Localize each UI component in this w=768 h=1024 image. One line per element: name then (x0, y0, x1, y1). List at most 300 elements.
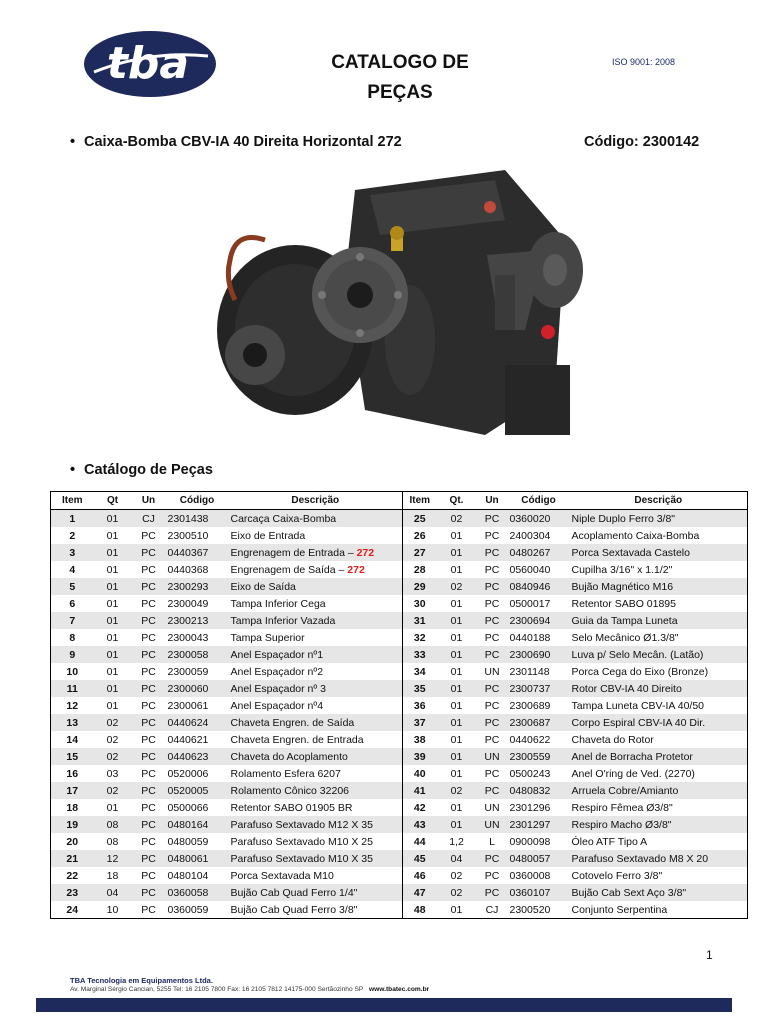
quantity: 01 (437, 646, 477, 663)
item-number: 18 (51, 799, 94, 816)
unit: PC (132, 714, 166, 731)
item-number: 44 (403, 833, 437, 850)
description: Conjunto Serpentina (570, 901, 748, 919)
item-number: 24 (51, 901, 94, 919)
item-number: 9 (51, 646, 94, 663)
part-code: 0480104 (167, 869, 209, 882)
unit: PC (141, 563, 156, 576)
col-header-codigo: Código (508, 492, 570, 510)
description-text: Parafuso Sextavado M10 X 35 (230, 852, 373, 865)
unit: PC (484, 767, 500, 780)
part-code: 2300049 (167, 597, 209, 610)
unit: PC (141, 597, 156, 610)
description (229, 850, 403, 867)
description: Cupilha 3/16" x 1.1/2" (570, 561, 748, 578)
quantity: 02 (437, 884, 477, 901)
quantity: 01 (450, 631, 463, 644)
item-number: 45 (403, 850, 437, 867)
part-code: 0520005 (166, 782, 229, 799)
unit: PC (132, 578, 166, 595)
part-code: 0480057 (508, 850, 570, 867)
unit: UN (484, 801, 500, 814)
item-number: 22 (51, 867, 94, 884)
unit: CJ (477, 901, 508, 919)
table-row (51, 697, 748, 714)
description-text: Anel Espaçador nº1 (230, 648, 324, 661)
col-header-codigo: Código (166, 492, 229, 510)
part-code: 2300694 (508, 612, 570, 629)
part-code: 2300043 (167, 631, 209, 644)
product-heading (70, 134, 402, 150)
quantity: 01 (106, 529, 119, 542)
description (229, 595, 403, 612)
unit: PC (484, 529, 500, 542)
description: Porca Sextavada Castelo (570, 544, 748, 561)
description-text: Tampa Inferior Vazada (230, 614, 336, 627)
quantity: 01 (94, 612, 132, 629)
quantity: 04 (94, 884, 132, 901)
quantity: 01 (450, 597, 463, 610)
item-number: 16 (51, 765, 94, 782)
description (229, 612, 403, 629)
quantity: 01 (106, 597, 119, 610)
item-number: 19 (51, 816, 94, 833)
part-code: 2301148 (509, 665, 550, 678)
description: Porca Cega do Eixo (Bronze) (570, 663, 748, 680)
table-row (51, 901, 748, 919)
description: Corpo Espiral CBV-IA 40 Dir. (570, 714, 748, 731)
col-header-descricao: Descrição (570, 492, 748, 510)
description-text: Engrenagem de Entrada – (230, 546, 357, 559)
quantity: 1,2 (449, 835, 464, 848)
description (229, 714, 403, 731)
part-code: 0440624 (166, 714, 229, 731)
table-row (51, 578, 748, 595)
col-header-item: Item (403, 492, 437, 510)
item-number: 14 (51, 731, 94, 748)
unit: PC (477, 884, 508, 901)
quantity: 08 (94, 816, 132, 833)
unit: CJ (132, 510, 166, 528)
description: Niple Duplo Ferro 3/8" (570, 510, 748, 528)
description-text: Rolamento Esfera 6207 (230, 767, 341, 780)
item-number: 47 (403, 884, 437, 901)
unit: PC (477, 782, 508, 799)
part-code: 0480267 (508, 544, 570, 561)
unit: PC (132, 646, 166, 663)
table-row (51, 748, 748, 765)
description (229, 663, 403, 680)
table-row (51, 595, 748, 612)
table-row (51, 561, 748, 578)
part-code: 2300061 (167, 699, 209, 712)
part-code: 0500243 (509, 767, 551, 780)
item-number: 12 (51, 697, 94, 714)
description: Parafuso Sextavado M8 X 20 (570, 850, 748, 867)
quantity: 01 (437, 816, 477, 833)
quantity: 01 (437, 544, 477, 561)
item-number: 7 (51, 612, 94, 629)
part-code: 0520006 (167, 767, 209, 780)
quantity: 01 (94, 578, 132, 595)
tba-logo (80, 26, 220, 102)
title-line-1: CATALOGO DE (331, 52, 469, 73)
quantity: 18 (106, 869, 119, 882)
part-code: 0560040 (509, 563, 551, 576)
part-code: 2300213 (166, 612, 229, 629)
col-header-un: Un (132, 492, 166, 510)
quantity: 01 (94, 510, 132, 528)
quantity: 04 (437, 850, 477, 867)
part-code: 0500017 (509, 597, 551, 610)
description-text: Eixo de Saída (230, 580, 296, 593)
unit: PC (132, 850, 166, 867)
unit: PC (132, 680, 166, 697)
description: Acoplamento Caixa-Bomba (570, 527, 748, 544)
part-code: 0900098 (509, 835, 551, 848)
description: Chaveta do Rotor (570, 731, 748, 748)
description: Bujão Magnético M16 (570, 578, 748, 595)
part-code: 0360020 (508, 510, 570, 528)
page-number: 1 (706, 948, 713, 962)
unit: PC (132, 748, 166, 765)
description: Guia da Tampa Luneta (570, 612, 748, 629)
description: Rotor CBV-IA 40 Direito (570, 680, 748, 697)
quantity: 01 (94, 544, 132, 561)
description (229, 833, 403, 850)
description: Óleo ATF Tipo A (570, 833, 748, 850)
catalog-title (300, 48, 500, 108)
description (229, 748, 403, 765)
description-text: Tampa Superior (230, 631, 305, 644)
part-code: 0480059 (167, 835, 209, 848)
footer-address-text: Av. Marginal Sérgio Cancian, 5255 Tel: 16 2105 7800 Fax: 16 2105 7812 14175-000 Sertãozinho SP (70, 986, 364, 993)
table-row (51, 629, 748, 646)
footer-website: www.tbatec.com.br (369, 986, 430, 993)
quantity: 01 (106, 665, 119, 678)
unit: PC (141, 733, 156, 746)
item-number: 42 (403, 799, 437, 816)
unit: PC (132, 884, 166, 901)
product-name: Caixa-Bomba CBV-IA 40 Direita Horizontal 272 (84, 134, 402, 150)
product-code: Código: 2300142 (584, 134, 700, 150)
quantity: 01 (437, 680, 477, 697)
item-number: 38 (403, 731, 437, 748)
item-number: 36 (403, 697, 437, 714)
quantity: 02 (437, 578, 477, 595)
unit: PC (477, 510, 508, 528)
quantity: 02 (437, 510, 477, 528)
item-number: 28 (403, 561, 437, 578)
part-code: 2300059 (167, 665, 209, 678)
item-number: 27 (403, 544, 437, 561)
unit: PC (477, 680, 508, 697)
description (229, 765, 403, 782)
quantity: 02 (94, 748, 132, 765)
item-number: 8 (51, 629, 94, 646)
item-number: 37 (403, 714, 437, 731)
item-number: 30 (403, 595, 437, 612)
item-number: 25 (403, 510, 437, 528)
table-row (51, 680, 748, 697)
unit: UN (477, 816, 508, 833)
description (229, 901, 403, 919)
item-number: 26 (403, 527, 437, 544)
description: Tampa Luneta CBV-IA 40/50 (570, 697, 748, 714)
description-text: Bujão Cab Quad Ferro 3/8" (230, 903, 358, 916)
item-number: 40 (403, 765, 437, 782)
description-text: Tampa Inferior Cega (230, 597, 326, 610)
description-text: Anel Espaçador nº 3 (230, 682, 326, 695)
part-code: 0480832 (508, 782, 570, 799)
table-row (51, 510, 748, 528)
unit: PC (141, 699, 156, 712)
unit: PC (141, 529, 156, 542)
description-text: Retentor SABO 01905 BR (230, 801, 353, 814)
title-line-2: PEÇAS (367, 82, 433, 103)
part-code: 2300060 (166, 680, 229, 697)
parts-table-body (51, 510, 748, 919)
unit: PC (477, 714, 508, 731)
gearbox-pump-image (205, 160, 590, 450)
description (229, 867, 403, 884)
description: Anel de Borracha Protetor (570, 748, 748, 765)
unit: PC (484, 631, 500, 644)
part-code: 0440621 (167, 733, 209, 746)
quantity: 02 (437, 782, 477, 799)
unit: UN (477, 748, 508, 765)
ratio-highlight: 272 (347, 563, 365, 576)
part-code: 0480164 (166, 816, 229, 833)
item-number: 21 (51, 850, 94, 867)
description (229, 816, 403, 833)
part-code: 0360059 (166, 901, 229, 919)
table-row (51, 765, 748, 782)
footer-address (70, 986, 429, 993)
part-code: 2301297 (508, 816, 570, 833)
unit: PC (477, 646, 508, 663)
table-header-row (51, 492, 748, 510)
item-number: 10 (51, 663, 94, 680)
part-code: 2300520 (508, 901, 570, 919)
table-row (51, 833, 748, 850)
description (229, 731, 403, 748)
unit: PC (141, 801, 156, 814)
col-header-descricao: Descrição (229, 492, 403, 510)
footer-company: TBA Tecnologia em Equipamentos Ltda. (70, 976, 213, 985)
unit: PC (141, 631, 156, 644)
item-number: 39 (403, 748, 437, 765)
section-heading (70, 462, 213, 478)
item-number: 33 (403, 646, 437, 663)
part-code: 2400304 (509, 529, 551, 542)
table-row (51, 527, 748, 544)
item-number: 43 (403, 816, 437, 833)
description: Selo Mecânico Ø1.3/8" (570, 629, 748, 646)
item-number: 31 (403, 612, 437, 629)
part-code: 0360008 (509, 869, 551, 882)
quantity: 10 (94, 901, 132, 919)
unit: PC (132, 544, 166, 561)
col-header-qt: Qt. (437, 492, 477, 510)
item-number: 46 (403, 867, 437, 884)
quantity: 01 (450, 563, 463, 576)
description-text: Bujão Cab Quad Ferro 1/4" (230, 886, 358, 899)
description-text: Parafuso Sextavado M12 X 35 (230, 818, 373, 831)
description (229, 629, 403, 646)
quantity: 12 (94, 850, 132, 867)
description: Cotovelo Ferro 3/8" (570, 867, 748, 884)
col-header-item: Item (51, 492, 94, 510)
part-code: 2300058 (166, 646, 229, 663)
quantity: 01 (437, 612, 477, 629)
description: Anel O'ring de Ved. (2270) (570, 765, 748, 782)
table-row (51, 646, 748, 663)
item-number: 48 (403, 901, 437, 919)
item-number: 32 (403, 629, 437, 646)
table-row (51, 612, 748, 629)
part-code: 0440623 (166, 748, 229, 765)
quantity: 01 (94, 680, 132, 697)
item-number: 17 (51, 782, 94, 799)
item-number: 35 (403, 680, 437, 697)
logo-text: tba (106, 38, 190, 89)
item-number: 3 (51, 544, 94, 561)
description-text: Eixo de Entrada (230, 529, 306, 542)
quantity: 01 (437, 748, 477, 765)
item-number: 4 (51, 561, 94, 578)
unit: PC (477, 612, 508, 629)
iso-certification: ISO 9001: 2008 (612, 57, 676, 67)
description-text: Parafuso Sextavado M10 X 25 (230, 835, 373, 848)
part-code: 0440367 (166, 544, 229, 561)
unit: PC (477, 544, 508, 561)
quantity: 01 (106, 631, 119, 644)
description (229, 799, 403, 816)
unit: PC (484, 597, 500, 610)
part-code: 2300689 (509, 699, 551, 712)
ratio-highlight: 272 (356, 546, 375, 559)
description-text: Rolamento Cônico 32206 (230, 784, 349, 797)
item-number: 15 (51, 748, 94, 765)
quantity: 01 (450, 699, 463, 712)
part-code: 0480061 (166, 850, 229, 867)
unit: L (489, 835, 495, 848)
table-row (51, 850, 748, 867)
item-number: 2 (51, 527, 94, 544)
description-text: Chaveta do Acoplamento (230, 750, 348, 763)
unit: PC (484, 699, 500, 712)
col-header-qt: Qt (94, 492, 132, 510)
description (229, 884, 403, 901)
unit: PC (141, 767, 156, 780)
description-text: Chaveta Engren. de Entrada (230, 733, 364, 746)
description-text: Porca Sextavada M10 (230, 869, 334, 882)
description (229, 510, 403, 528)
description-text: Carcaça Caixa-Bomba (230, 512, 337, 525)
item-number: 20 (51, 833, 94, 850)
part-code: 0500066 (167, 801, 209, 814)
description: Retentor SABO 01895 (570, 595, 748, 612)
item-number: 23 (51, 884, 94, 901)
unit: UN (484, 665, 500, 678)
unit: PC (132, 901, 166, 919)
section-title: Catálogo de Peças (84, 462, 213, 478)
quantity: 03 (106, 767, 119, 780)
quantity: 01 (106, 801, 119, 814)
description (229, 544, 403, 561)
description-text: Engrenagem de Saída – (230, 563, 348, 576)
unit: PC (141, 835, 156, 848)
part-code: 0440622 (509, 733, 551, 746)
description (229, 697, 403, 714)
unit: PC (141, 869, 156, 882)
item-number: 1 (51, 510, 94, 528)
quantity: 01 (437, 714, 477, 731)
unit: PC (477, 850, 508, 867)
description: Respiro Fêmea Ø3/8" (570, 799, 748, 816)
part-code: 2301296 (509, 801, 551, 814)
item-number: 41 (403, 782, 437, 799)
quantity: 01 (450, 767, 463, 780)
unit: PC (132, 612, 166, 629)
quantity: 08 (106, 835, 119, 848)
description: Bujão Cab Sext Aço 3/8" (570, 884, 748, 901)
description (229, 782, 403, 799)
part-code: 2300559 (508, 748, 570, 765)
unit: PC (484, 733, 500, 746)
table-row (51, 816, 748, 833)
table-row (51, 731, 748, 748)
part-code: 2300510 (167, 529, 209, 542)
description-text: Chaveta Engren. de Saída (230, 716, 355, 729)
parts-table (50, 491, 748, 919)
part-code: 2301438 (166, 510, 229, 528)
quantity: 01 (450, 529, 463, 542)
unit: PC (484, 563, 500, 576)
quantity: 01 (450, 801, 463, 814)
item-number: 29 (403, 578, 437, 595)
quantity: 02 (106, 733, 119, 746)
footer-bar (36, 998, 732, 1012)
col-header-un: Un (477, 492, 508, 510)
description (229, 646, 403, 663)
quantity: 01 (450, 665, 463, 678)
item-number: 34 (403, 663, 437, 680)
description: Respiro Macho Ø3/8" (570, 816, 748, 833)
unit: PC (484, 869, 500, 882)
item-number: 5 (51, 578, 94, 595)
quantity: 01 (437, 901, 477, 919)
part-code: 2300687 (508, 714, 570, 731)
unit: PC (141, 665, 156, 678)
table-row (51, 714, 748, 731)
description (229, 578, 403, 595)
part-code: 0840946 (508, 578, 570, 595)
quantity: 01 (450, 733, 463, 746)
part-code: 0440368 (167, 563, 209, 576)
bullet: • (70, 462, 76, 478)
quantity: 01 (106, 699, 119, 712)
quantity: 01 (94, 646, 132, 663)
item-number: 6 (51, 595, 94, 612)
table-row (51, 663, 748, 680)
quantity: 01 (106, 563, 119, 576)
item-number: 11 (51, 680, 94, 697)
table-row (51, 799, 748, 816)
unit: PC (132, 782, 166, 799)
part-code: 2300690 (508, 646, 570, 663)
